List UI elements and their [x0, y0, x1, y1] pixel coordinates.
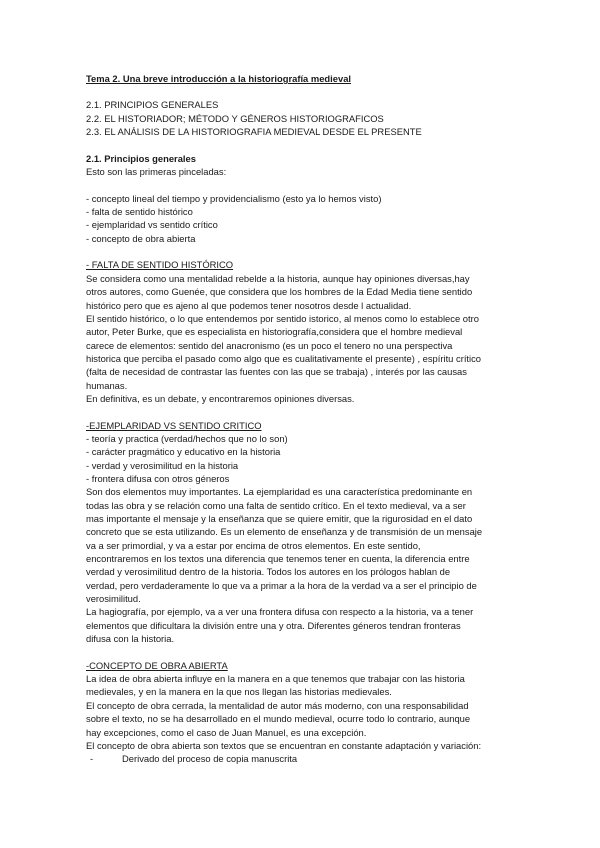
list-item: - verdad y verosimilitud en la historia	[86, 459, 239, 471]
list-item: - teoría y practica (verdad/hechos que no lo son)	[86, 432, 288, 444]
paragraph-line: En definitiva, es un debate, y encontraremos opiniones diversas.	[86, 392, 355, 404]
list-item	[86, 752, 520, 765]
paragraph-line: La hagiografía, por ejemplo, va a ver una frontera difusa con respecto a la historia, va a tener	[86, 606, 474, 618]
paragraph-line: mas importante el mensaje y la enseñanza que se quiere emitir, que la rigurosidad en el dato	[86, 513, 473, 524]
toc-item: 2.2. EL HISTORIADOR; MÉTODO Y GÉNEROS HISTORIOGRAFICOS	[86, 112, 384, 124]
section-intro: Esto son las primeras pinceladas:	[86, 166, 227, 178]
paragraph-line: verosimilitud.	[86, 593, 141, 605]
paragraph-line: Se considera como una mentalidad rebelde a la historia, aunque hay opiniones diversas,hay	[86, 272, 470, 284]
paragraph-line: El sentido histórico, o lo que entendemos por sentido istorico, al menos como lo establece otro	[86, 312, 479, 324]
paragraph-line: difusa con la historia.	[86, 633, 175, 645]
toc-item: 2.1. PRINCIPIOS GENERALES	[86, 99, 219, 111]
list-item: - concepto lineal del tiempo y providencialismo (esto ya lo hemos visto)	[86, 192, 382, 204]
subsection-heading: -EJEMPLARIDAD VS SENTIDO CRITICO	[86, 419, 262, 431]
paragraph-line: carece de elementos: sentido del anacronismo (es un poco el tenero no una perspectiva	[86, 339, 453, 351]
bullet-dash: -	[90, 753, 94, 765]
paragraph-line: verdad, pero verdaderamente lo que va a primar a la hora de la verdad va a ser el principio de	[86, 579, 477, 591]
subsection-heading: - FALTA DE SENTIDO HISTÓRICO	[86, 259, 234, 271]
paragraph-line: La idea de obra abierta influye en la manera en a que tenemos que trabajar con las historia	[86, 673, 465, 685]
paragraph-line: autor, Peter Burke, que es especialista en historiografía,considera que el hombre medieval	[86, 326, 463, 338]
list-item: - concepto de obra abierta	[86, 232, 196, 244]
section-ejemplaridad	[86, 419, 520, 646]
list-item: - carácter pragmático y educativo en la historia	[86, 446, 281, 458]
paragraph-line: concreto que se esta utilizando. Es un elemento de enseñanza y de transmisión de un mensaje	[86, 526, 483, 538]
paragraph-line: historica que perciba el pasado como algo que es cualitativamente el presente) , espíritu crítico	[86, 352, 482, 364]
paragraph-line: humanas.	[86, 379, 128, 391]
paragraph-line: encontraremos en los textos una diferencia que tenemos tener en cuenta, la diferencia entre	[86, 553, 470, 565]
section-heading: 2.1. Principios generales	[86, 152, 196, 164]
paragraph-line: El concepto de obra abierta son textos que se encuentran en constante adaptación y variación:	[86, 739, 482, 751]
document-title: Tema 2. Una breve introducción a la historiografía medieval	[86, 73, 352, 84]
section-principios	[86, 152, 520, 245]
list-item: - frontera difusa con otros géneros	[86, 472, 230, 484]
list-item-text: Derivado del proceso de copia manuscrita	[122, 753, 298, 765]
section-falta-sentido	[86, 258, 520, 405]
paragraph-line: elementos que dificultara la división entre una y otra. Diferentes géneros tendran fronteras	[86, 619, 461, 631]
paragraph-line: va a ser primordial, y va a estar por encima de otros elementos. En este sentido,	[86, 539, 421, 551]
paragraph-line: (falta de necesidad de contrastar las fuentes con las que se trabaja) , interés por las causas	[86, 366, 467, 378]
paragraph-line: El concepto de obra cerrada, la mentalidad de autor más moderno, con una responsabilidad	[86, 699, 469, 711]
list-item: - ejemplaridad vs sentido crítico	[86, 219, 218, 231]
paragraph-line: sobre el texto, no se ha desarrollado en el mundo medieval, ocurre todo lo contrario, aunque	[86, 713, 471, 725]
toc-item: 2.3. EL ANÁLISIS DE LA HISTORIOGRAFIA MEDIEVAL DESDE EL PRESENTE	[86, 126, 422, 138]
section-obra-abierta	[86, 659, 520, 766]
paragraph-line: otros autores, como Guenée, que considera que los hombres de la Edad Media tiene sentido	[86, 286, 473, 298]
paragraph-line: histórico pero que es ajeno al que podemos tener nosotros desde l actualidad.	[86, 299, 412, 311]
paragraph-line: verdad y verosimilitud dentro de la historia. Todos los autores en los prólogos hablan de	[86, 566, 451, 578]
list-item: - falta de sentido histórico	[86, 206, 193, 218]
paragraph-line: hay excepciones, como el caso de Juan Manuel, es una excepción.	[86, 726, 367, 738]
paragraph-line: todas las obra y se relación como una falta de sentido crítico. En el texto medieval, va a ser	[86, 499, 466, 511]
paragraph-line: Son dos elementos muy importantes. La ejemplaridad es una característica predominante en	[86, 486, 473, 498]
paragraph-line: medievales, y en la manera en la que nos llegan las historias medievales.	[86, 686, 392, 698]
table-of-contents	[86, 98, 520, 138]
subsection-heading: -CONCEPTO DE OBRA ABIERTA	[86, 659, 228, 671]
